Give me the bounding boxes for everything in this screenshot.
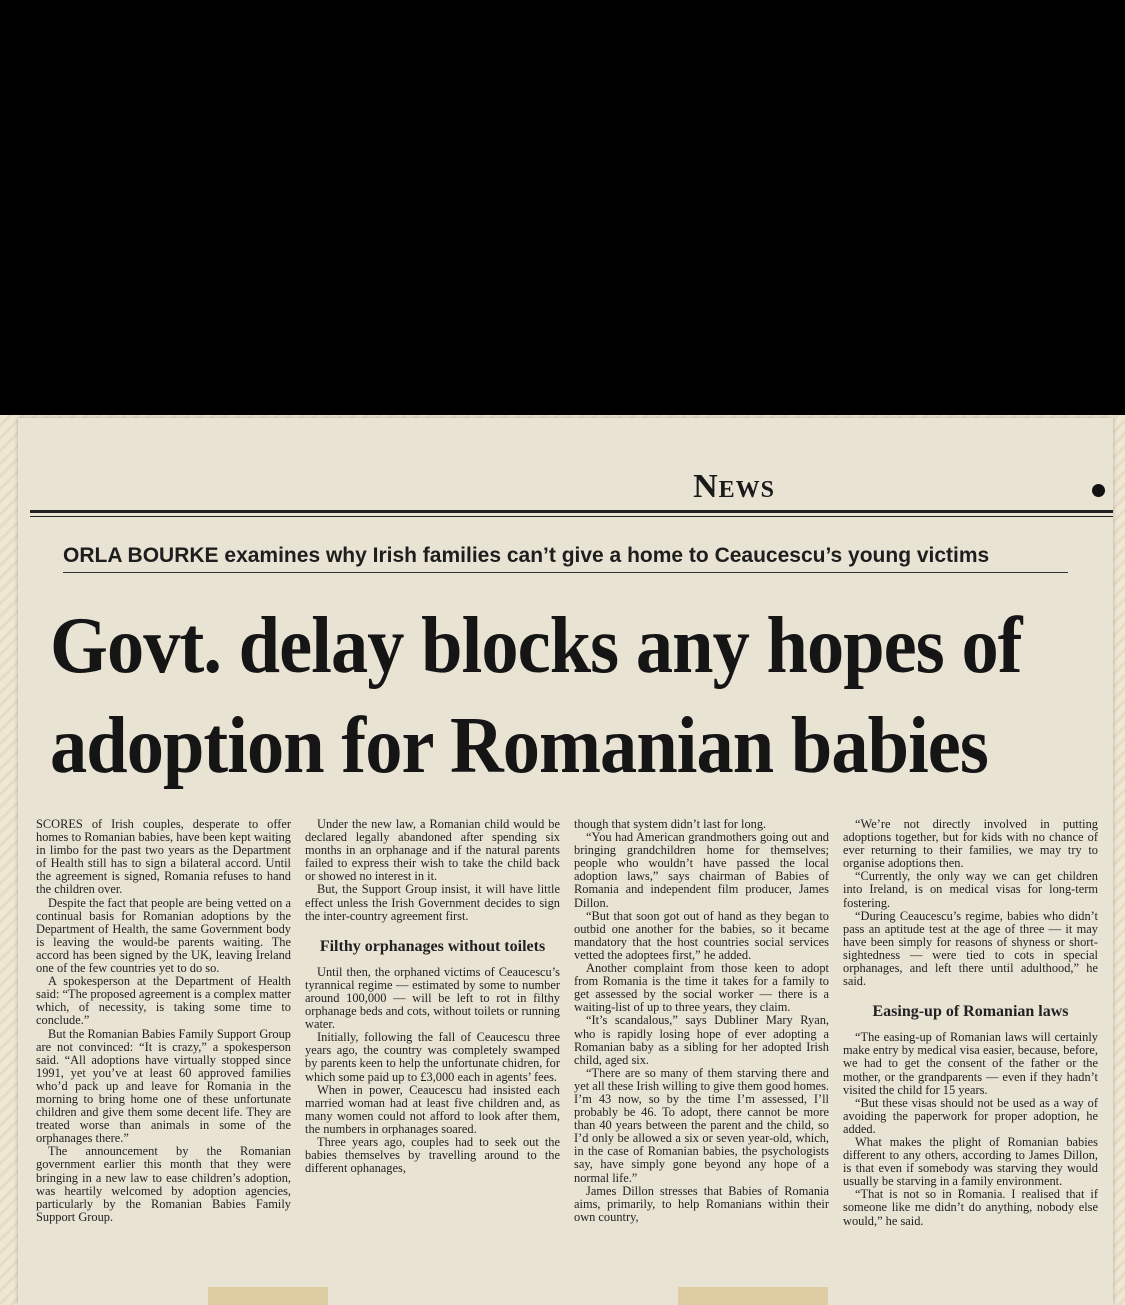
- paragraph: Three years ago, couples had to seek out the babies themselves by travelling around to the different ophanages,: [305, 1134, 560, 1176]
- paragraph: James Dillon stresses that Babies of Romania aims, primarily, to help Romanians within their own country,: [574, 1183, 829, 1224]
- paragraph: But, the Support Group insist, it will have little effect unless the Irish Government decides to sign the inter-country agreement first.: [305, 882, 560, 923]
- paragraph: Under the new law, a Romanian child would be declared legally abandoned after spending six months in an orphanage and if the natural parents failed to express their wish to take the child back or showed no interest in it.: [305, 818, 560, 884]
- paragraph: “Currently, the only way we can get children into Ireland, is on medical visas for long-term fostering.: [843, 869, 1098, 910]
- headline: [50, 596, 1036, 796]
- paragraph: SCORES of Irish couples, desperate to offer homes to Romanian babies, have been kept waiting in limbo for the past two years as the Department of Health still has to sign a bilateral accord. Until the agreement is signed, Romania refuses to hand the children over.: [36, 818, 291, 897]
- standfirst-underline: [63, 572, 1068, 573]
- paragraph: Until then, the orphaned victims of Ceaucescu’s tyrannical regime — estimated by some to number around 100,000 — will be left to rot in filthy orphanage beds and cots, without toilets or running water.: [305, 964, 560, 1032]
- article-column-1: [36, 818, 291, 1298]
- tape-strip: [208, 1287, 328, 1305]
- paragraph: “That is not so in Romania. I realised that if someone like me didn’t do anything, nobody else would,” he said.: [843, 1187, 1098, 1228]
- header-rule-thin: [30, 516, 1113, 517]
- paragraph: “But that soon got out of hand as they began to outbid one another for the babies, so it became mandatory that the host countries social services vetted the adoptees first,” he added.: [574, 908, 829, 962]
- bullet-icon: [1092, 484, 1105, 497]
- paragraph: “There are so many of them starving there and yet all these Irish willing to give them good homes. I’m 43 now, so by the time I’m assessed, I’ll probably be 46. To adopt, there cannot be more than 40 years between the parent and the child, so I’d only be allowed a six or seven year-old, which, in the case of Romanian babies, the psychologists say, have simply gone beyond any hope of a normal life.”: [574, 1065, 829, 1185]
- paragraph: But the Romanian Babies Family Support Group are not convinced: “It is crazy,” a spokesperson said. “All adoptions have virtually stopped since 1991, yet you’ve at least 60 approved families who’d pack up and leave for Romania in the morning to bring home one of these unfortunate children and give them some decent life. They are treated worse than animals in some of the orphanages there.”: [36, 1026, 291, 1146]
- article-column-3: [574, 818, 829, 1298]
- paragraph: though that system didn’t last for long.: [574, 818, 767, 831]
- subheading: Filthy orphanages without toilets: [319, 937, 546, 955]
- headline-line-1: Govt. delay blocks any hopes of: [50, 602, 1022, 690]
- headline-line-2: adoption for Romanian babies: [50, 702, 988, 790]
- paragraph: The announcement by the Romanian government earlier this month that they were bringing in a new law to ease children’s adoption, was heartily welcomed by adoption agencies, particularly by the Romanian Babies Family Support Group.: [36, 1144, 291, 1224]
- paragraph: “The easing-up of Romanian laws will certainly make entry by medical visa easier, because, before, we had to get the consent of the father or the mother, or the grandparents — even if they hadn’t visited the child for 15 years.: [843, 1030, 1098, 1097]
- subheading: Easing-up of Romanian laws: [872, 1003, 1069, 1021]
- paragraph: “It’s scandalous,” says Dubliner Mary Ryan, who is rapidly losing hope of ever adopting a Romanian baby as a sibling for her adopted Irish child, aged six.: [574, 1013, 829, 1067]
- paragraph: “We’re not directly involved in putting adoptions together, but for kids with no chance of ever returning to their families, we may try to organise adoptions then.: [843, 818, 1098, 871]
- paragraph: “During Ceaucescu’s regime, babies who didn’t pass an aptitude test at the age of three — it may have been simply for reasons of shyness or short-sightedness — were tied to cots in special orphanages, and left there until adulthood,” he said.: [843, 908, 1098, 989]
- article-column-2: [305, 818, 560, 1298]
- paragraph: What makes the plight of Romanian babies different to any others, according to James Dillon, is that even if somebody was starving they would usually be starving in a family environment.: [843, 1134, 1098, 1189]
- paragraph: Initially, following the fall of Ceaucescu three years ago, the country was completely swamped by parents keen to help the unfortunate chidren, for which some paid up to £3,000 each in agents’ fees.: [305, 1030, 560, 1084]
- article-column-4: [843, 818, 1098, 1298]
- paragraph: “You had American grandmothers going out and bringing grandchildren home for themselves; people who wouldn’t have passed the local adoption laws,” says chairman of Babies of Romania and independent film producer, James Dillon.: [574, 830, 829, 910]
- article-body: [36, 818, 1098, 1298]
- newspaper-clipping: [18, 418, 1113, 1305]
- paragraph: A spokesperson at the Department of Health said: “The proposed agreement is a complex matter which, of necessity, is taking some time to conclude.”: [36, 974, 291, 1028]
- standfirst: ORLA BOURKE examines why Irish families can’t give a home to Ceaucescu’s young victims: [63, 544, 990, 567]
- tape-strip: [678, 1287, 828, 1305]
- paragraph: Another complaint from those keen to adopt from Romania is the time it takes for a family to get assessed by the social worker — there is a waiting-list of up to three years, they claim.: [574, 961, 829, 1015]
- paragraph: Despite the fact that people are being vetted on a continual basis for Romanian adoptions by the Department of Health, the same Government body is leaving the would-be parents waiting. The accord has been signed by the UK, leaving Ireland one of the few countries yet to do so.: [36, 895, 291, 976]
- paragraph: When in power, Ceaucescu had insisted each married woman had at least five children and, as many women could not afford to look after them, the numbers in orphanages soared.: [305, 1082, 560, 1136]
- header-rule-thick: [30, 510, 1113, 513]
- paragraph: “But these visas should not be used as a way of avoiding the paperwork for proper adoption, he added.: [843, 1095, 1098, 1136]
- black-background: [0, 0, 1125, 415]
- section-label: News: [693, 468, 775, 505]
